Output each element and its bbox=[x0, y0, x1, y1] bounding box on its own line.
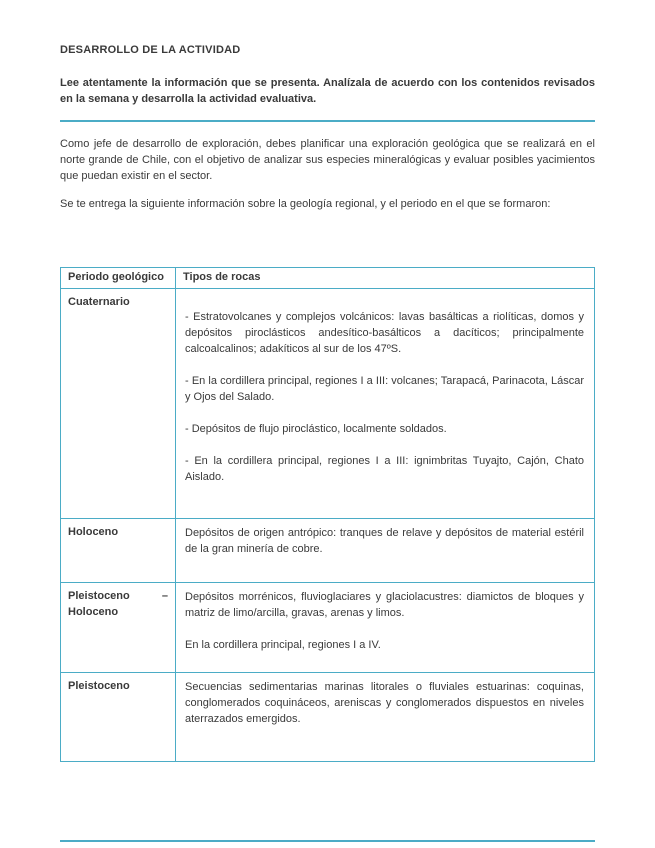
rock-types-cell bbox=[176, 519, 595, 583]
period-cell: Cuaternario bbox=[61, 289, 176, 519]
rock-types-cell bbox=[176, 289, 595, 519]
rock-description-paragraph: Secuencias sedimentarias marinas litorales o fluviales estuarinas: coquinas, conglomerados coquináceos, areniscas y conglomerados dispuestos en niveles aterrazados emergidos. bbox=[185, 681, 584, 725]
rock-types-cell bbox=[176, 583, 595, 673]
rock-description-paragraph: - Depósitos de flujo piroclástico, localmente soldados. bbox=[185, 423, 447, 435]
page-title: DESARROLLO DE LA ACTIVIDAD bbox=[60, 44, 241, 56]
rock-description-paragraph: En la cordillera principal, regiones I a IV. bbox=[185, 639, 381, 651]
period-cell: Pleistoceno bbox=[61, 673, 176, 762]
rock-description-paragraph: Depósitos morrénicos, fluvioglaciares y glaciolacustres: diamictos de bloques y matriz de limo/arcilla, gravas, arenas y limos. bbox=[185, 591, 584, 619]
body-paragraph-1: Como jefe de desarrollo de exploración, debes planificar una exploración geológica que se realizará en el norte grande de Chile, con el objetivo de analizar sus especies mineralógicas y evaluar posibles yacimientos que puedan existir en el sector. bbox=[60, 138, 595, 182]
rock-description-paragraph: - En la cordillera principal, regiones I a III: volcanes; Tarapacá, Parinacota, Láscar y Ojos del Salado. bbox=[185, 375, 584, 403]
rock-description-paragraph: Depósitos de origen antrópico: tranques de relave y depósitos de material estéril de la gran minería de cobre. bbox=[185, 527, 584, 555]
table-row bbox=[61, 673, 595, 762]
table-header-tipos-de-rocas: Tipos de rocas bbox=[176, 268, 595, 289]
body-paragraph-2: Se te entrega la siguiente información sobre la geología regional, y el periodo en el que se formaron: bbox=[60, 198, 551, 210]
table-row bbox=[61, 289, 595, 519]
period-cell: Holoceno bbox=[61, 519, 176, 583]
rock-description-paragraph: - En la cordillera principal, regiones I a III: ignimbritas Tuyajto, Cajón, Chato Aislado. bbox=[185, 455, 584, 483]
rock-types-cell bbox=[176, 673, 595, 762]
intro-paragraph: Lee atentamente la información que se presenta. Analízala de acuerdo con los contenidos revisados en la semana y desarrolla la actividad evaluativa. bbox=[60, 77, 595, 105]
table-header-periodo-geologico: Periodo geológico bbox=[61, 268, 176, 289]
table-row bbox=[61, 519, 595, 583]
next-table-row-top-border bbox=[60, 840, 595, 842]
period-cell: Pleistoceno – Holoceno bbox=[61, 583, 176, 673]
geology-table bbox=[60, 267, 595, 762]
table-header-row bbox=[61, 268, 595, 289]
section-divider bbox=[60, 120, 595, 122]
rock-description-paragraph: - Estratovolcanes y complejos volcánicos: lavas basálticas a riolíticas, domos y depósitos piroclásticos andesítico-basálticos a dacíticos; principalmente calcoalcalinos; adakíticos al sur de los 47ºS. bbox=[185, 311, 584, 355]
table-row bbox=[61, 583, 595, 673]
